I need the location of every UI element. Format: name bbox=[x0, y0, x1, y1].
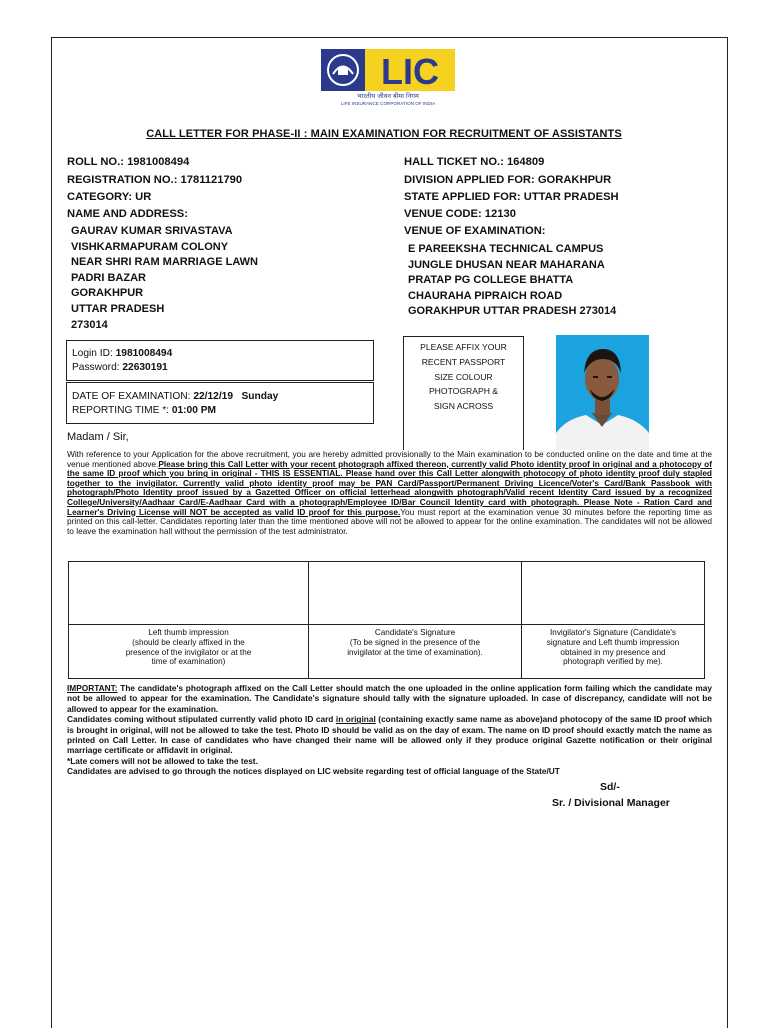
venue-line: PRATAP PG COLLEGE BHATTA bbox=[408, 274, 574, 287]
lic-logo bbox=[321, 49, 455, 107]
important-text-2-underlined: in original bbox=[335, 714, 376, 725]
exam-date-value: 22/12/19 Sunday bbox=[193, 391, 279, 402]
important-notes bbox=[67, 683, 712, 777]
logo-hindi-name: भारतीय जीवन बीमा निगम bbox=[357, 92, 419, 100]
address-line: GAURAV KUMAR SRIVASTAVA bbox=[71, 225, 233, 237]
invigilator-signature-area bbox=[522, 562, 704, 625]
important-label: IMPORTANT: bbox=[67, 683, 118, 693]
thumb-impression-area bbox=[69, 562, 309, 625]
login-id-value: 1981008494 bbox=[115, 348, 173, 359]
important-text-1: The candidate's photograph affixed on the Call Letter should match the one uploaded in the online application form failing which the candidate may not be allowed to appear for the examination. The Candidate's signature should tally with the signature uploaded. In case of discrepancy, candidate will not be allowed to appear for the examination. bbox=[67, 683, 712, 714]
photo-affix-box bbox=[403, 336, 524, 450]
candidate-signature-caption: Candidate's Signature (To be signed in the presence of the invigilator at the time of examination). bbox=[309, 625, 522, 678]
reporting-time-label: REPORTING TIME *: bbox=[72, 405, 172, 416]
instructions-emphasis: Please bring this Call Letter with your recent photograph affixed thereon, currently valid Photo identity proof in original and a photocopy of the same ID proof which you bring in original - THIS IS ESSENTIAL. Please hand over this Call Letter alongwith photocopy of photo identity proof duly stapled together to the invigilator. Currently valid photo identity proof may be PAN Card/Passport/Permanent Driving Licence/Voter's Card/Bank Passbook with photograph/Photo Identity proof issued by a Gazetted Officer on official letterhead alongwith photograph/Valid recent Identity Card issued by a recognized College/University/Aadhaar Card/E-Aadhaar Card with a photograph/Employee ID/Bar Council Identity card with photograph. Please Note - Ration Card and Learner's Driving License will NOT be accepted as valid ID proof for this purpose. bbox=[67, 458, 713, 517]
registration-no: REGISTRATION NO.: 1781121790 bbox=[67, 174, 243, 186]
instructions-rest: You must report at the examination venue 30 minutes before the reporting time as printed on this call-letter. Candidates reporting later than the time mentioned above will not be allowed to appear for the online examination. The candidates will not be allowed to leave the examination hall without the permission of the test administrator. bbox=[67, 506, 712, 536]
login-id-line bbox=[72, 347, 373, 361]
address-line: 273014 bbox=[71, 318, 108, 331]
venue-line: JUNGLE DHUSAN NEAR MAHARANA bbox=[408, 258, 605, 271]
venue-line: GORAKHPUR UTTAR PRADESH 273014 bbox=[408, 305, 617, 318]
roll-no: ROLL NO.: 1981008494 bbox=[67, 156, 190, 168]
document-title: CALL LETTER FOR PHASE-II : MAIN EXAMINATION FOR RECRUITMENT OF ASSISTANTS bbox=[146, 128, 622, 140]
venue-label: VENUE OF EXAMINATION: bbox=[404, 225, 546, 237]
candidate-address bbox=[71, 224, 258, 333]
photo-note-line: SIZE COLOUR bbox=[434, 371, 493, 382]
important-para-1 bbox=[67, 683, 712, 714]
address-line: GORAKHPUR bbox=[71, 287, 144, 300]
venue-line: E PAREEKSHA TECHNICAL CAMPUS bbox=[408, 243, 604, 255]
logo-brand-text: LIC bbox=[381, 51, 439, 92]
important-para-2 bbox=[67, 714, 712, 756]
photo-note-line: SIGN ACROSS bbox=[433, 401, 494, 412]
password-line bbox=[72, 361, 373, 375]
candidate-signature-area bbox=[309, 562, 522, 625]
photo-note-line: RECENT PASSPORT bbox=[421, 356, 506, 367]
name-address-label: NAME AND ADDRESS: bbox=[67, 208, 188, 220]
exam-date-label: DATE OF EXAMINATION: bbox=[72, 391, 194, 402]
important-late-comers: *Late comers will not be allowed to take the test. bbox=[67, 755, 258, 766]
instructions-intro: With reference to your Application for the above recruitment, you are hereby admitted provisionally to the Main examination to be conducted online on the date and time at the venue mentioned above. bbox=[67, 449, 712, 469]
address-line: UTTAR PRADESH bbox=[71, 302, 165, 315]
login-box bbox=[66, 340, 374, 381]
signoff-sd: Sd/- bbox=[600, 781, 620, 793]
address-line: VISHKARMAPURAM COLONY bbox=[71, 240, 229, 253]
state-applied: STATE APPLIED FOR: UTTAR PRADESH bbox=[404, 191, 619, 203]
category: CATEGORY: UR bbox=[67, 191, 152, 203]
instructions-paragraph bbox=[67, 450, 712, 536]
important-language-notice: Candidates are advised to go through the notices displayed on LIC website regarding test of official language of the State/UT bbox=[67, 766, 560, 777]
salutation: Madam / Sir, bbox=[67, 431, 129, 443]
reporting-time-line bbox=[72, 404, 373, 418]
venue-code: VENUE CODE: 12130 bbox=[404, 208, 516, 220]
photo-note-line: PHOTOGRAPH & bbox=[428, 386, 499, 397]
division-applied: DIVISION APPLIED FOR: GORAKHPUR bbox=[404, 174, 612, 186]
reporting-time-value: 01:00 PM bbox=[171, 405, 216, 416]
photo-note-line: PLEASE AFFIX YOUR bbox=[420, 342, 507, 352]
exam-box bbox=[66, 382, 374, 424]
address-line: PADRI BAZAR bbox=[71, 271, 146, 284]
candidate-photo bbox=[556, 335, 649, 450]
exam-date-line bbox=[72, 390, 373, 404]
important-text-2a: Candidates coming without stipulated currently valid photo ID card bbox=[67, 714, 336, 725]
venue-address bbox=[408, 242, 616, 320]
signature-table bbox=[68, 561, 705, 679]
address-line: NEAR SHRI RAM MARRIAGE LAWN bbox=[71, 256, 258, 269]
password-label: Password: bbox=[72, 362, 123, 373]
venue-line: CHAURAHA PIPRAICH ROAD bbox=[408, 289, 563, 302]
logo-english-name: LIFE INSURANCE CORPORATION OF INDIA bbox=[340, 101, 436, 106]
login-id-label: Login ID: bbox=[72, 348, 116, 359]
signoff-designation: Sr. / Divisional Manager bbox=[552, 797, 670, 809]
hall-ticket-no: HALL TICKET NO.: 164809 bbox=[404, 156, 545, 168]
thumb-impression-caption: Left thumb impression (should be clearly affixed in the presence of the invigilator or at the time of examination) bbox=[69, 625, 309, 678]
password-value: 22630191 bbox=[122, 362, 168, 373]
important-text-2b: (containing exactly same name as above)and photocopy of the same ID proof which is brought in original, will not be allowed to take the test. Photo ID should be valid as on the day of exam. The name on ID proof should exactly match the name as printed on Call Letter. In case of candidates who have changed their name will be allowed only if they produce original Gazette notification or their original marriage certificate or affidavit in original. bbox=[67, 714, 712, 756]
invigilator-signature-caption: Invigilator's Signature (Candidate's signature and Left thumb impression obtained in my presence and photograph verified by me). bbox=[546, 628, 680, 667]
